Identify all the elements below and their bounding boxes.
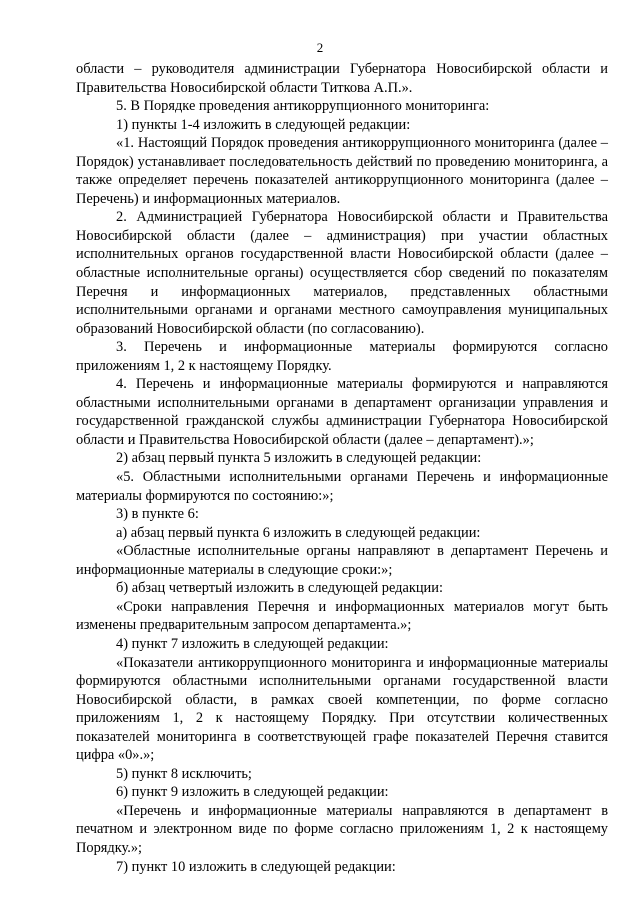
paragraph: «5. Областными исполнительными органами Перечень и информационные материалы формируются по состоянию:»; [76, 469, 608, 504]
paragraph: «Сроки направления Перечня и информационных материалов могут быть изменены предварительным запросом департамента.»; [76, 598, 608, 634]
paragraph: 7) пункт 10 изложить в следующей редакции: [116, 858, 396, 875]
paragraph: 6) пункт 9 изложить в следующей редакции: [116, 784, 389, 801]
paragraph: «1. Настоящий Порядок проведения антикоррупционного мониторинга (далее – Порядок) устанавливает последовательность действий по проведению мониторинга, а также определяет перечень показателей антикоррупционного мониторинга (далее – Перечень) и информационных материалов. [76, 135, 608, 207]
paragraph: 4. Перечень и информационные материалы формируются и направляются областными исполнительными органами в департамент организации управления и государственной гражданской службы администрации Губернатора Новосибирской области и Правительства Новосибирской области (далее – департамент).»; [76, 376, 608, 448]
paragraph: «Областные исполнительные органы направляют в департамент Перечень и информационные материалы в следующие сроки:»; [76, 543, 608, 578]
document-body [76, 60, 608, 876]
paragraph: 2) абзац первый пункта 5 изложить в следующей редакции: [116, 450, 482, 467]
paragraph: 5) пункт 8 исключить; [116, 765, 252, 782]
paragraph: б) абзац четвертый изложить в следующей редакции: [116, 580, 443, 597]
paragraph: «Показатели антикоррупционного мониторинга и информационные материалы формируются областными исполнительными органами государственной власти Новосибирской области, в рамках своей компетенции, по форме согласно приложениям 1, 2 к настоящему Порядку. При отсутствии количественных показателей мониторинга в соответствующей графе показателей Перечня ставится цифра «0».»; [76, 654, 608, 764]
paragraph: «Перечень и информационные материалы направляются в департамент в печатном и электронном виде по форме согласно приложениям 1, 2 к настоящему Порядку.»; [76, 802, 608, 856]
paragraph: 3. Перечень и информационные материалы формируются согласно приложениям 1, 2 к настоящему Порядку. [76, 339, 608, 374]
paragraph: 4) пункт 7 изложить в следующей редакции: [116, 635, 389, 652]
paragraph: 2. Администрацией Губернатора Новосибирской области и Правительства Новосибирской области (далее – администрация) при участии областных исполнительных органов государственной власти Новосибирской области (далее – областные исполнительные органы) осуществляется сбор сведений по показателям Перечня и информационных материалов, представленных областными исполнительными органами и органами местного самоуправления муниципальных образований Новосибирской области (по согласованию). [76, 209, 608, 337]
paragraph: а) абзац первый пункта 6 изложить в следующей редакции: [116, 524, 481, 541]
paragraph: 1) пункты 1-4 изложить в следующей редакции: [116, 116, 411, 133]
paragraph: области – руководителя администрации Губернатора Новосибирской области и Правительства Новосибирской области Титкова А.П.». [76, 61, 608, 96]
paragraph: 3) в пункте 6: [116, 506, 199, 523]
paragraph: 5. В Порядке проведения антикоррупционного мониторинга: [116, 98, 490, 115]
page-number: 2 [316, 40, 324, 55]
